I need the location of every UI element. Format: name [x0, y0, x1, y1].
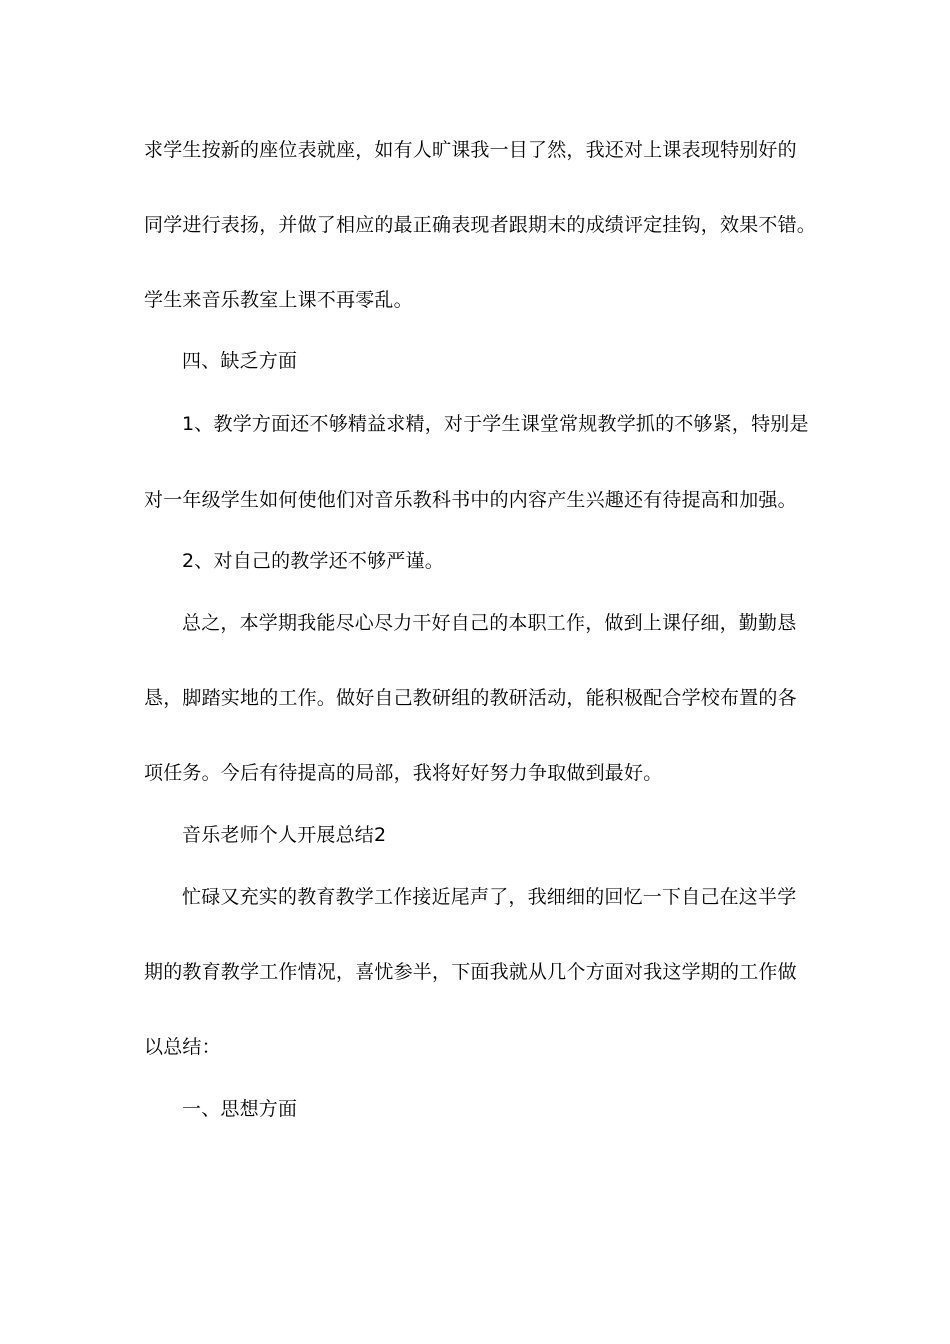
section-heading-thought: 一、思想方面: [182, 1098, 298, 1120]
article-title-2: 音乐老师个人开展总结2: [182, 824, 387, 846]
text-line-3: 学生来音乐教室上课不再零乱。: [144, 289, 413, 311]
text-line-8: 总之，本学期我能尽心尽力干好自己的本职工作，做到上课仔细，勤勤恳: [182, 612, 797, 634]
text-line-1: 求学生按新的座位表就座，如有人旷课我一目了然，我还对上课表现特别好的: [144, 139, 797, 161]
text-line-13: 期的教育教学工作情况，喜忧参半，下面我就从几个方面对我这学期的工作做: [144, 961, 797, 983]
text-line-14: 以总结：: [144, 1036, 221, 1058]
text-line-12: 忙碌又充实的教育教学工作接近尾声了，我细细的回忆一下自己在这半学: [182, 886, 797, 908]
text-line-9: 恳，脚踏实地的工作。做好自己教研组的教研活动，能积极配合学校布置的各: [144, 687, 797, 709]
text-line-10: 项任务。今后有待提高的局部，我将好好努力争取做到最好。: [144, 762, 663, 784]
text-line-6: 对一年级学生如何使他们对音乐教科书中的内容产生兴趣还有待提高和加强。: [144, 489, 797, 511]
text-line-2: 同学进行表扬，并做了相应的最正确表现者跟期末的成绩评定挂钩，效果不错。: [144, 214, 817, 236]
text-line-7: 2、对自己的教学还不够严谨。: [182, 550, 444, 572]
section-heading-shortcomings: 四、缺乏方面: [182, 350, 298, 372]
text-line-5: 1、教学方面还不够精益求精，对于学生课堂常规教学抓的不够紧，特别是: [182, 413, 809, 435]
